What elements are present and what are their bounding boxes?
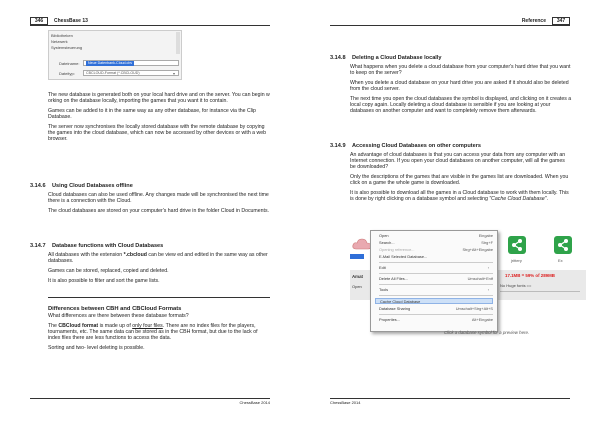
intro-text [48, 92, 270, 146]
section-3-14-6-body [48, 192, 270, 218]
share-icon[interactable] [554, 236, 572, 254]
menu-item-properties[interactable]: Properties... Alt+Eingabe [379, 317, 493, 322]
paragraph: Only the descriptions of the games that are visible in the games list are downloaded. When you click on a game the whole game is downloaded. [350, 174, 569, 186]
menu-separator [379, 314, 493, 315]
paragraph: All databases with the extension *.cbcloud can be view ed and edited in the same way as other databases. [48, 252, 268, 264]
menu-item-delete-all-files[interactable]: Delete All Files... Umschalt+Entf [379, 276, 493, 281]
paragraph: It is also possible to filter and sort the game lists. [48, 278, 160, 284]
differences-subheading: What differences are there between these database formats? [48, 313, 189, 319]
right-page [300, 0, 600, 424]
section-heading-3-14-6 [30, 183, 133, 190]
section-heading-3-14-7 [30, 243, 163, 250]
section-title: Database functions with Cloud Databases [52, 243, 164, 249]
menu-item-opening-reference[interactable]: Opening reference... Strg+Alt+Eingabe [379, 247, 493, 252]
left-page-number: 346 [30, 17, 48, 25]
menu-item-open[interactable]: Open Eingabe [379, 233, 493, 238]
divider [500, 291, 580, 292]
file-extension: *.cbcloud [123, 252, 147, 258]
chevron-right-icon: › [487, 265, 489, 270]
cloud-icon[interactable] [352, 238, 372, 250]
info-label: Amat [352, 274, 363, 279]
menu-item-edit[interactable]: Edit › [379, 265, 489, 270]
filename-label: Dateiname: [59, 61, 80, 66]
menu-separator [379, 295, 493, 296]
database-label: jrittery [511, 258, 522, 263]
filetype-label: Dateityp: [59, 71, 75, 76]
right-page-number: 347 [552, 17, 570, 25]
section-number: 3.14.7 [30, 243, 46, 249]
paragraph: Games can be added to it in the same way as any other database, for instance via the Clip Database. [48, 108, 256, 120]
section-3-14-9-body [350, 152, 572, 206]
section-title: Deleting a Cloud Database locally [352, 55, 442, 61]
differences-section [48, 306, 270, 355]
section-title: Using Cloud Databases offline [52, 183, 133, 189]
left-page-header [30, 17, 270, 26]
section-number: 3.14.6 [30, 183, 46, 189]
dialog-row: Systemsteuerung [51, 45, 83, 50]
menu-item-search[interactable]: Search... Strg+F [379, 240, 493, 245]
section-number: 3.14.8 [330, 55, 346, 61]
storage-stat: 17.1MB = 59% of 289MB [505, 273, 555, 278]
right-running-title: Reference [521, 18, 546, 24]
save-dialog-screenshot [48, 30, 182, 80]
chevron-down-icon: ▾ [172, 71, 175, 76]
menu-separator [379, 273, 493, 274]
right-footer: ChessBase 2014 [330, 398, 570, 406]
paragraph: An advantage of cloud databases is that you can access your data from any computer with an Internet connection. If you open your cloud databases on another computer, will all the games be downloaded? [350, 152, 566, 170]
database-label: Ex [558, 258, 563, 263]
paragraph: The cloud databases are stored on your computer's hard drive in the folder Cloud in Documents. [48, 208, 270, 214]
paragraph: The next time you open the cloud databases the symbol is displayed, and clicking on it creates a local copy again. Locally deleting a cloud database is sensible if you are looking at your databases on another computer and want to completely remove them afterwards. [350, 96, 572, 114]
section-3-14-7-body [48, 252, 270, 288]
filename-field[interactable] [83, 60, 179, 66]
scrollbar[interactable] [176, 32, 180, 54]
paragraph: Cloud databases can also be used offline. Any changes made will be synchronised the next time there is a connection with the Cloud. [48, 192, 269, 204]
context-menu [370, 230, 498, 332]
filetype-value: CBCLOUD-Format (*.CBCLOUD) [86, 71, 140, 75]
paragraph: The server now synchronises the locally stored database with the remote database by copying the games into the cloud database, which can now be accessed by other devices or with a web browser. [48, 124, 267, 142]
divider [48, 297, 270, 298]
section-heading-3-14-9 [330, 143, 481, 150]
left-footer: ChessBase 2014 [30, 398, 270, 406]
paragraph: Games can be stored, replaced, copied and deleted. [48, 268, 169, 274]
filter-text: No Huge fonts == [500, 283, 532, 288]
left-running-title: ChessBase 13 [54, 18, 88, 24]
filename-value: Neue Datenbank-Cloud.cbv [88, 61, 133, 65]
preview-caption: Click a database symbol for a preview here. [444, 330, 530, 335]
dialog-row: Netzwerk [51, 39, 68, 44]
paragraph: The new database is generated both on your local hard drive and on the server. You can begin w orking on the database locally, importing the games that you want it to contain. [48, 92, 270, 104]
section-heading-3-14-8 [330, 55, 442, 62]
menu-item-tools[interactable]: Tools › [379, 287, 489, 292]
paragraph: It is also possible to download all the games in a Cloud database to work with them locally. This is done by right clicking on a database symbol and selecting "Cache Cloud Database". [350, 190, 569, 202]
menu-item-cache-cloud-database[interactable]: Cache Cloud Database [375, 298, 493, 304]
paragraph: The CBCloud format is made up of only four files. There are no index files for the players, tournaments, etc. The same data can be stored as in the CBH format, but due to the lack of index files there are less functions to access the data. [48, 323, 258, 341]
menu-item-email-database[interactable]: E-Mail Selected Database... [379, 254, 428, 259]
selected-database[interactable] [350, 254, 364, 259]
paragraph: What happens when you delete a cloud database from your computer's hard drive that you want to keep on the server? [350, 64, 571, 76]
right-page-header [330, 17, 570, 26]
paragraph: When you delete a cloud database on your hard drive you are asked if it should also be deleted from the cloud server. [350, 80, 569, 92]
section-3-14-8-body [350, 64, 572, 118]
paragraph: Sorting and two- level deleting is possible. [48, 345, 145, 351]
info-label: Open [352, 284, 362, 289]
menu-separator [379, 284, 493, 285]
chevron-right-icon: › [487, 287, 489, 292]
menu-separator [379, 262, 493, 263]
filetype-select[interactable] [83, 70, 179, 76]
share-icon[interactable] [508, 236, 526, 254]
context-menu-screenshot [348, 228, 588, 340]
section-number: 3.14.9 [330, 143, 346, 149]
quoted-command: "Cache Cloud Database" [489, 196, 547, 202]
menu-item-database-sharing[interactable]: Database Sharing Umschalt+Strg+Alt+S [379, 306, 493, 311]
dialog-row: Bibliotheken [51, 33, 73, 38]
differences-heading: Differences between CBH and CBCloud Formats [48, 306, 182, 312]
section-title: Accessing Cloud Databases on other computers [352, 143, 481, 149]
